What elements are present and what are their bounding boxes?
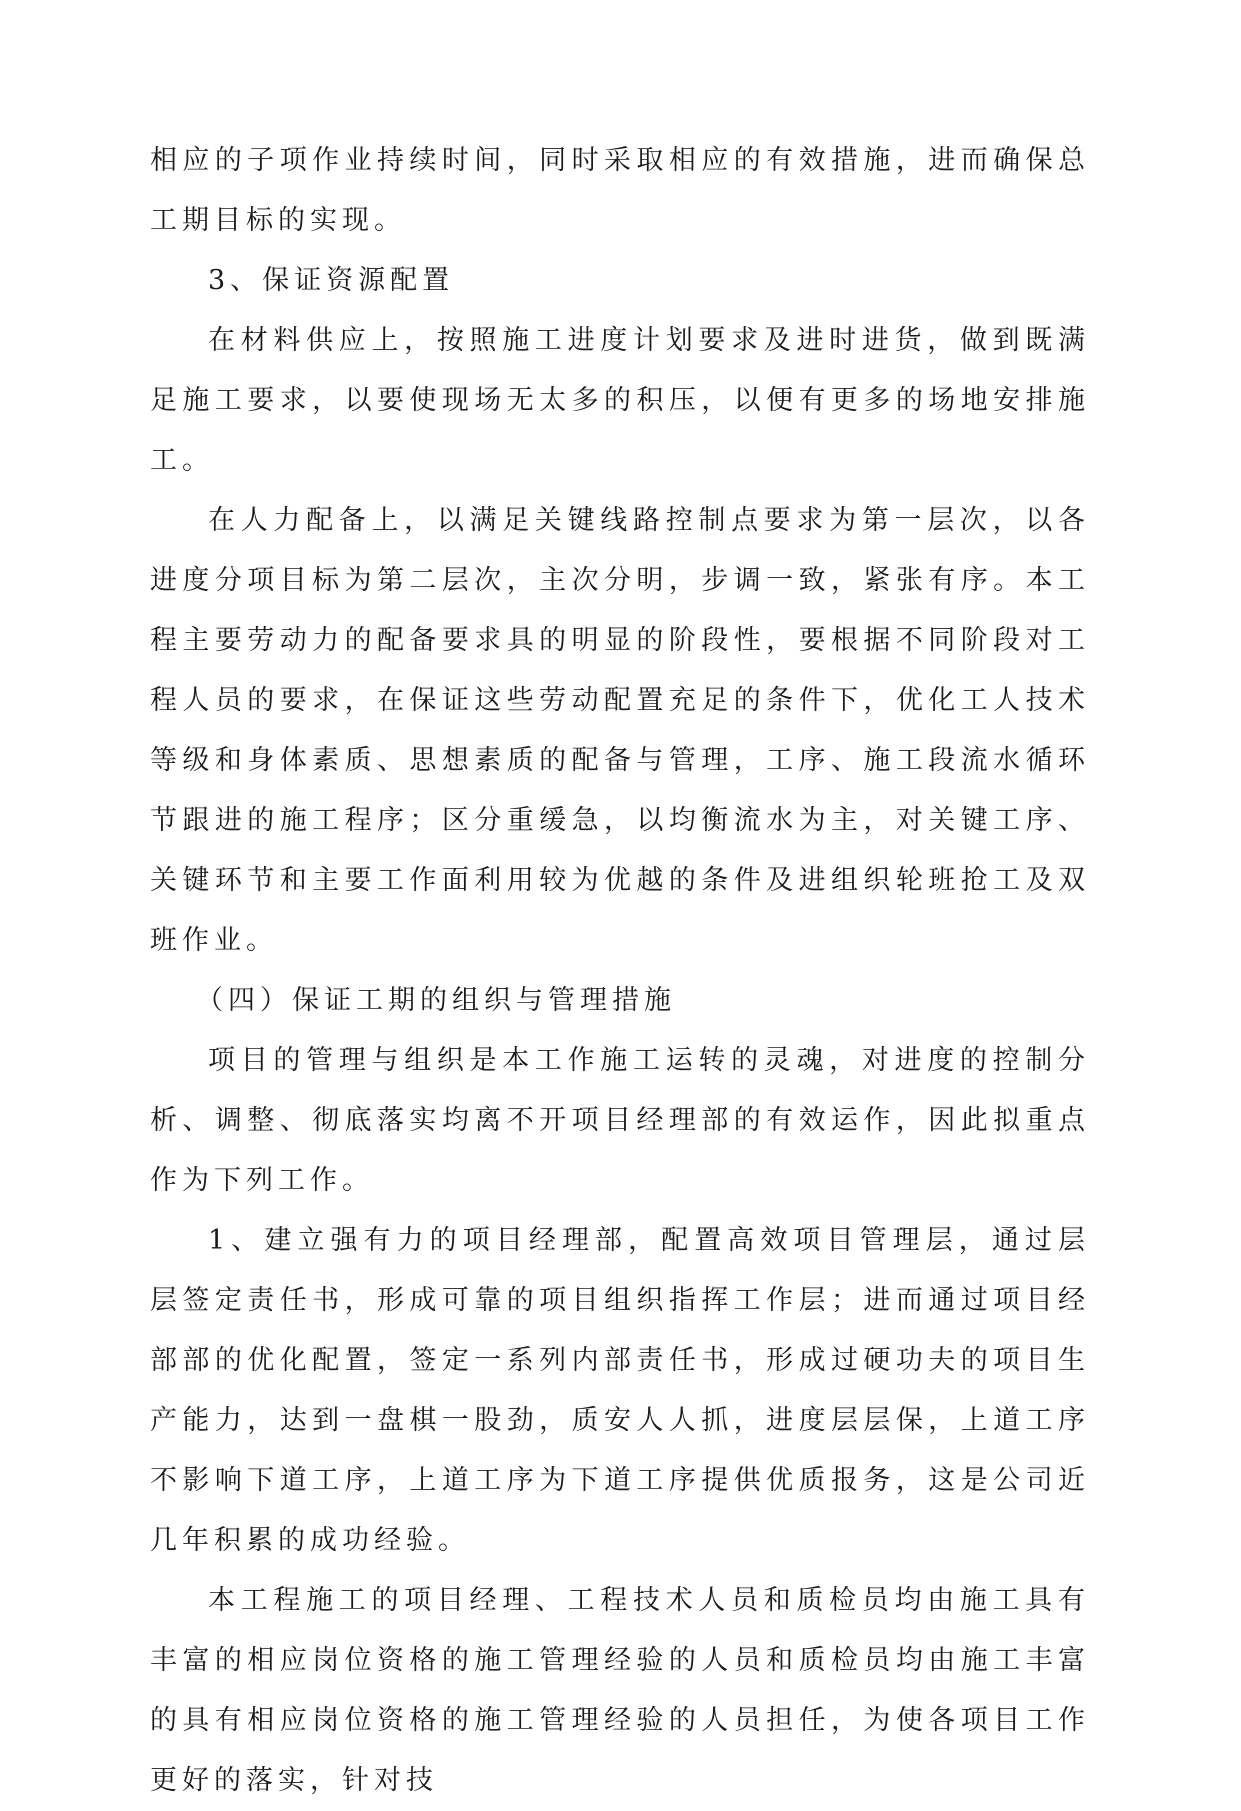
paragraph-manpower: 在人力配备上，以满足关键线路控制点要求为第一层次，以各进度分项目标为第二层次，主次分明，步调一致，紧张有序。本工程主要劳动力的配备要求具的明显的阶段性，要根据不同阶段对工程人员的要求，在保证这些劳动配置充足的条件下，优化工人技术等级和身体素质、思想素质的配备与管理，工序、施工段流水循环节跟进的施工程序；区分重缓急，以均衡流水为主，对关键工序、关键环节和主要工作面利用较为优越的条件及进组织轮班抢工及双班作业。 [150, 505, 1090, 956]
paragraph-continuation: 相应的子项作业持续时间，同时采取相应的有效措施，进而确保总工期目标的实现。 [150, 145, 1090, 236]
document-body [150, 131, 1090, 1811]
paragraph-personnel: 本工程施工的项目经理、工程技术人员和质检员均由施工具有丰富的相应岗位资格的施工管理经验的人员和质检员均由施工丰富的具有相应岗位资格的施工管理经验的人员担任，为使各项目工作更好的落实，针对技 [150, 1585, 1090, 1796]
section-heading-resource-allocation: 3、保证资源配置 [208, 265, 455, 296]
paragraph-material-supply: 在材料供应上，按照施工进度计划要求及进时进货，做到既满足施工要求，以要使现场无太多的积压，以便有更多的场地安排施工。 [150, 325, 1090, 476]
section-heading-organization-measures: （四）保证工期的组织与管理措施 [196, 985, 676, 1016]
paragraph-project-department: 1、建立强有力的项目经理部，配置高效项目管理层，通过层层签定责任书，形成可靠的项目组织指挥工作层；进而通过项目经部部的优化配置，签定一系列内部责任书，形成过硬功夫的项目生产能力，达到一盘棋一股劲，质安人人抓，进度层层保，上道工序不影响下道工序，上道工序为下道工序提供优质报务，这是公司近几年积累的成功经验。 [150, 1225, 1090, 1556]
paragraph-project-management: 项目的管理与组织是本工作施工运转的灵魂，对进度的控制分析、调整、彻底落实均离不开项目经理部的有效运作，因此拟重点作为下列工作。 [150, 1045, 1090, 1196]
